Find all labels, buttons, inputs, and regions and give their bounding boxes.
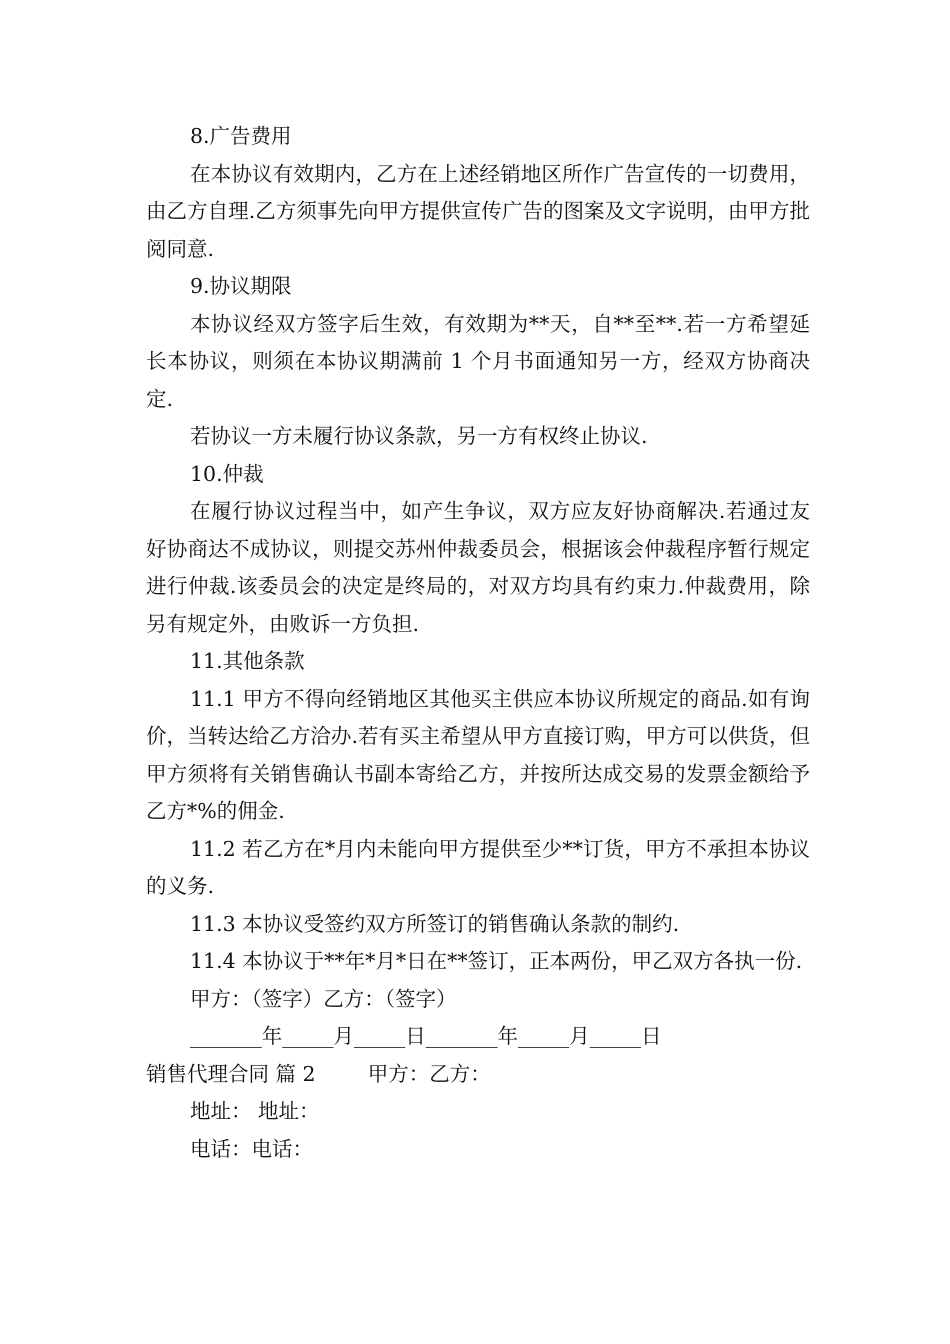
signature-date-line: _______年_____月_____日_______年_____月_____日 — [190, 1024, 662, 1048]
signature-line: 甲方：（签字）乙方：（签字） — [190, 986, 457, 1011]
address-line: 地址： 地址： — [190, 1099, 320, 1123]
paragraph-advertising: 在本协议有效期内，乙方在上述经销地区所作广告宣传的一切费用，由乙方自理.乙方须事先向甲方提供宣传广告的图案及文字说明，由甲方批阅同意. — [146, 161, 810, 261]
paragraph-arbitration: 在履行协议过程当中，如产生争议，双方应友好协商解决.若通过友好协商达不成协议，则提交苏州仲裁委员会，根据该会仲裁程序暂行规定进行仲裁.该委员会的决定是终局的，对双方均具有约束力.仲裁费用，除另有规定外，由败诉一方负担. — [146, 499, 810, 636]
phone-line: 电话：电话： — [190, 1136, 313, 1161]
section-heading-advertising: 8.广告费用 — [190, 124, 292, 148]
paragraph-clause-11-3: 11.3 本协议受签约双方所签订的销售确认条款的制约. — [190, 911, 680, 936]
paragraph-clause-11-2: 11.2 若乙方在*月内未能向甲方提供至少**订货，甲方不承担本协议的义务. — [146, 836, 810, 898]
paragraph-clause-11-4: 11.4 本协议于**年*月*日在**签订，正本两份，甲乙双方各执一份. — [190, 949, 803, 973]
paragraph-termination: 若协议一方未履行协议条款，另一方有权终止协议. — [190, 424, 648, 448]
document-body — [146, 118, 810, 1168]
section-heading-term: 9.协议期限 — [190, 274, 292, 298]
paragraph-clause-11-1: 11.1 甲方不得向经销地区其他买主供应本协议所规定的商品.如有询价，当转达给乙方洽办.若有买主希望从甲方直接订购，甲方可以供货，但甲方须将有关销售确认书副本寄给乙方，并按所达成交易的发票金额给予乙方*%的佣金. — [146, 686, 810, 823]
section-heading-arbitration: 10.仲裁 — [190, 461, 264, 486]
section-heading-other-terms: 11.其他条款 — [190, 649, 305, 673]
contract-title-line: 销售代理合同 篇 2 甲方：乙方： — [146, 1061, 491, 1086]
paragraph-term: 本协议经双方签字后生效，有效期为**天，自**至**.若一方希望延长本协议，则须在本协议期满前 1 个月书面通知另一方，经双方协商决定. — [146, 311, 810, 411]
